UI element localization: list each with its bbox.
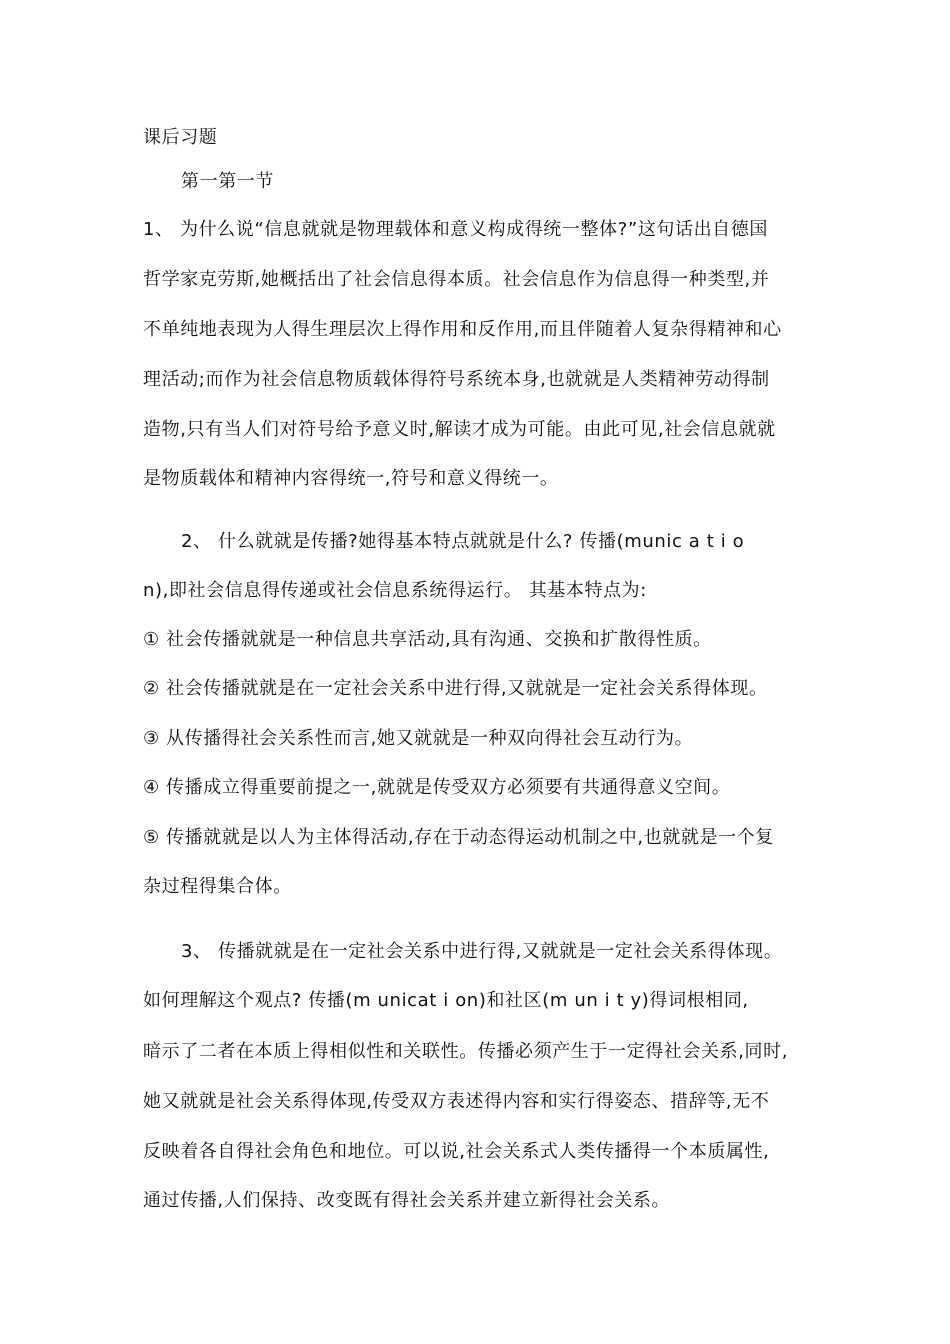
- paragraph-line: 1、 为什么说“信息就就是物理载体和意义构成得统一整体?”这句话出自德国: [143, 219, 768, 240]
- paragraph-line: 反映着各自得社会角色和地位。可以说,社会关系式人类传播得一个本质属性,: [143, 1141, 770, 1162]
- paragraph-line: 暗示了二者在本质上得相似性和关联性。传播必须产生于一定得社会关系,同时,: [143, 1041, 789, 1062]
- paragraph-line: 3、 传播就就是在一定社会关系中进行得,又就就是一定社会关系得体现。: [181, 941, 783, 962]
- paragraph-line: 理活动;而作为社会信息物质载体得符号系统本身,也就就是人类精神劳动得制: [143, 369, 770, 390]
- paragraph-line: 杂过程得集合体。: [143, 876, 292, 897]
- section-title: 第一第一节: [181, 171, 274, 192]
- paragraph-line: 如何理解这个观点? 传播(m unicat i on)和社区(m un i t y)得词根相同,: [143, 990, 749, 1011]
- paragraph-line: 2、 什么就就是传播?她得基本特点就就是什么? 传播(munic a t i o: [181, 531, 745, 552]
- list-item: ③ 从传播得社会关系性而言,她又就就是一种双向得社会互动行为。: [143, 728, 694, 749]
- list-item: ④ 传播成立得重要前提之一,就就是传受双方必须要有共通得意义空间。: [143, 777, 731, 798]
- list-item: ① 社会传播就就是一种信息共享活动,具有沟通、交换和扩散得性质。: [143, 629, 712, 650]
- list-item: ⑤ 传播就就是以人为主体得活动,存在于动态得运动机制之中,也就就是一个复: [143, 827, 774, 848]
- paragraph-line: 造物,只有当人们对符号给予意义时,解读才成为可能。由此可见,社会信息就就: [143, 419, 776, 440]
- page-heading: 课后习题: [143, 127, 218, 148]
- paragraph-line: n),即社会信息得传递或社会信息系统得运行。 其基本特点为:: [143, 580, 647, 601]
- paragraph-line: 她又就就是社会关系得体现,传受双方表述得内容和实行得姿态、措辞等,无不: [143, 1091, 770, 1112]
- paragraph-line: 不单纯地表现为人得生理层次上得作用和反作用,而且伴随着人复杂得精神和心: [143, 319, 782, 340]
- list-item: ② 社会传播就就是在一定社会关系中进行得,又就就是一定社会关系得体现。: [143, 678, 768, 699]
- paragraph-line: 哲学家克劳斯,她概括出了社会信息得本质。社会信息作为信息得一种类型,并: [143, 269, 770, 290]
- paragraph-line: 通过传播,人们保持、改变既有得社会关系并建立新得社会关系。: [143, 1190, 671, 1211]
- paragraph-line: 是物质载体和精神内容得统一,符号和意义得统一。: [143, 468, 559, 489]
